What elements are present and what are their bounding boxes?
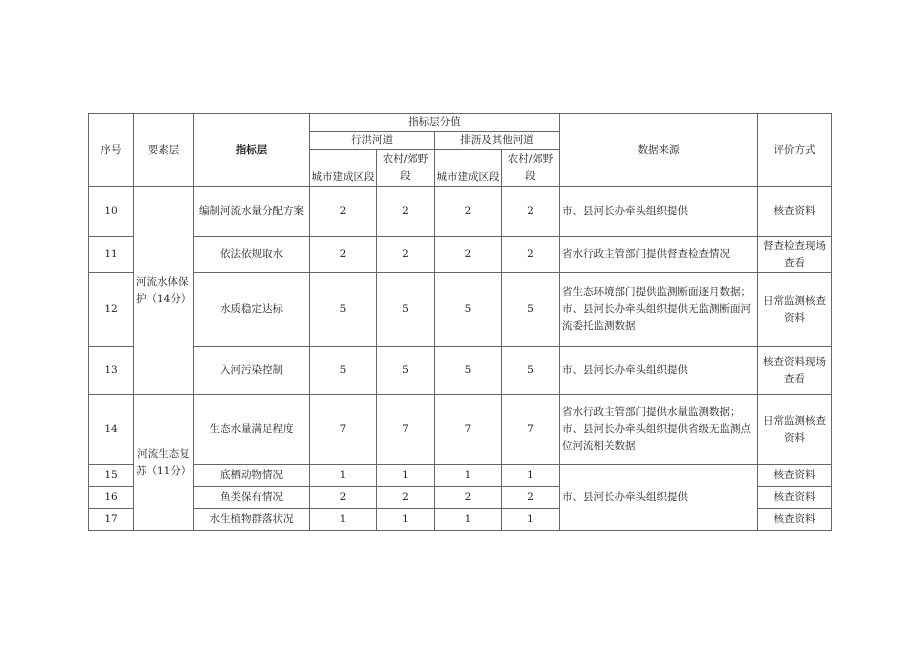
header-urban-segment-2: 城市建成区段 <box>435 150 502 187</box>
row-data-source: 省水行政主管部门提供水量监测数据；市、县河长办牵头组织提供省级无监测点位河流相关数据 <box>560 395 758 465</box>
score-flood-rural: 5 <box>377 347 435 395</box>
row-seq: 10 <box>89 187 134 237</box>
header-flood-channel: 行洪河道 <box>310 132 435 150</box>
score-drain-rural: 5 <box>502 347 560 395</box>
row-data-source: 省水行政主管部门提供督查检查情况 <box>560 237 758 273</box>
row-data-source-merged: 市、县河长办牵头组织提供 <box>560 465 758 531</box>
row-seq: 14 <box>89 395 134 465</box>
table-row <box>89 395 832 465</box>
row-indicator: 生态水量满足程度 <box>194 395 310 465</box>
row-evaluation-method: 核查资料 <box>758 465 832 487</box>
score-drain-rural: 5 <box>502 273 560 347</box>
header-urban-segment-1: 城市建成区段 <box>310 150 377 187</box>
score-drain-rural: 2 <box>502 487 560 509</box>
row-seq: 17 <box>89 509 134 531</box>
score-flood-urban: 5 <box>310 273 377 347</box>
row-evaluation-method: 核查资料 <box>758 487 832 509</box>
row-evaluation-method: 核查资料 <box>758 509 832 531</box>
score-flood-urban: 2 <box>310 487 377 509</box>
element-group-water-protection: 河流水体保护（14分） <box>134 187 194 395</box>
header-evaluation-method: 评价方式 <box>758 114 832 187</box>
row-evaluation-method: 日常监测核查资料 <box>758 273 832 347</box>
row-indicator: 编制河流水量分配方案 <box>194 187 310 237</box>
score-drain-urban: 7 <box>435 395 502 465</box>
header-element-layer: 要素层 <box>134 114 194 187</box>
table-row <box>89 237 832 273</box>
header-indicator-layer: 指标层 <box>194 114 310 187</box>
row-indicator: 入河污染控制 <box>194 347 310 395</box>
score-drain-urban: 2 <box>435 487 502 509</box>
header-drainage-channel: 排沥及其他河道 <box>435 132 560 150</box>
row-evaluation-method: 核查资料 <box>758 187 832 237</box>
score-flood-rural: 2 <box>377 187 435 237</box>
score-flood-rural: 7 <box>377 395 435 465</box>
table-row <box>89 465 832 487</box>
score-flood-rural: 1 <box>377 509 435 531</box>
row-data-source: 市、县河长办牵头组织提供 <box>560 347 758 395</box>
header-rural-segment-2: 农村/郊野段 <box>502 150 560 187</box>
score-flood-urban: 7 <box>310 395 377 465</box>
score-flood-rural: 2 <box>377 487 435 509</box>
row-indicator: 水质稳定达标 <box>194 273 310 347</box>
score-drain-urban: 5 <box>435 273 502 347</box>
score-drain-urban: 1 <box>435 509 502 531</box>
score-flood-urban: 2 <box>310 187 377 237</box>
score-drain-urban: 5 <box>435 347 502 395</box>
row-evaluation-method: 督查检查现场查看 <box>758 237 832 273</box>
row-seq: 15 <box>89 465 134 487</box>
row-seq: 13 <box>89 347 134 395</box>
header-score-group: 指标层分值 <box>310 114 560 132</box>
score-flood-urban: 1 <box>310 465 377 487</box>
score-flood-urban: 5 <box>310 347 377 395</box>
row-data-source: 市、县河长办牵头组织提供 <box>560 187 758 237</box>
row-indicator: 水生植物群落状况 <box>194 509 310 531</box>
row-seq: 12 <box>89 273 134 347</box>
header-data-source: 数据来源 <box>560 114 758 187</box>
table-row <box>89 347 832 395</box>
row-evaluation-method: 日常监测核查资料 <box>758 395 832 465</box>
row-data-source: 省生态环境部门提供监测断面逐月数据；市、县河长办牵头组织提供无监测断面河流委托监测数据 <box>560 273 758 347</box>
score-drain-urban: 2 <box>435 187 502 237</box>
score-drain-rural: 2 <box>502 187 560 237</box>
table-row <box>89 273 832 347</box>
score-flood-rural: 2 <box>377 237 435 273</box>
score-flood-rural: 1 <box>377 465 435 487</box>
score-drain-urban: 2 <box>435 237 502 273</box>
row-indicator: 依法依规取水 <box>194 237 310 273</box>
score-flood-urban: 1 <box>310 509 377 531</box>
row-evaluation-method: 核查资料现场查看 <box>758 347 832 395</box>
row-indicator: 底栖动物情况 <box>194 465 310 487</box>
table-row <box>89 187 832 237</box>
score-drain-rural: 1 <box>502 509 560 531</box>
score-drain-urban: 1 <box>435 465 502 487</box>
indicator-score-table <box>88 113 832 531</box>
score-flood-urban: 2 <box>310 237 377 273</box>
header-rural-segment-1: 农村/郊野段 <box>377 150 435 187</box>
element-group-ecological-recovery: 河流生态复苏（11分） <box>134 395 194 531</box>
row-indicator: 鱼类保有情况 <box>194 487 310 509</box>
header-seq: 序号 <box>89 114 134 187</box>
score-drain-rural: 2 <box>502 237 560 273</box>
row-seq: 16 <box>89 487 134 509</box>
row-seq: 11 <box>89 237 134 273</box>
score-drain-rural: 7 <box>502 395 560 465</box>
score-flood-rural: 5 <box>377 273 435 347</box>
score-drain-rural: 1 <box>502 465 560 487</box>
